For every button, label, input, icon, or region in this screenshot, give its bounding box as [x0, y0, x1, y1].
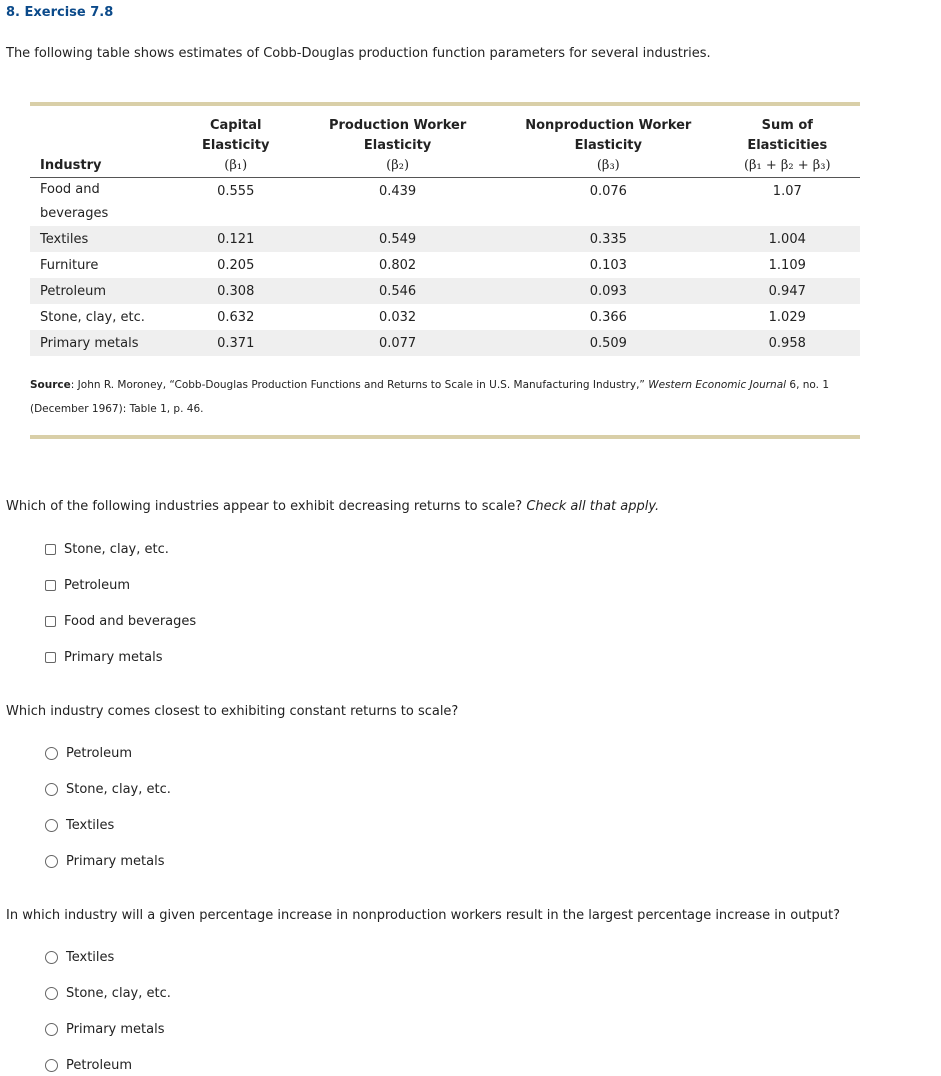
q2-option[interactable]	[45, 818, 114, 833]
header-sum-line1: Sum of	[761, 118, 813, 133]
capital-cell: 0.308	[178, 278, 293, 304]
header-production-symbol: (β₂)	[386, 158, 410, 173]
sum-cell: 0.958	[715, 330, 860, 356]
question-2: Which industry comes closest to exhibiting constant returns to scale?	[6, 704, 459, 719]
q1-option-label: Primary metals	[64, 650, 163, 665]
production-cell: 0.802	[378, 257, 417, 273]
checkbox-icon[interactable]	[45, 544, 56, 555]
industry-cell: Textiles	[30, 226, 178, 252]
nonproduction-cell: 0.076	[589, 184, 627, 199]
radio-icon[interactable]	[45, 987, 58, 1000]
table-bottom-rule	[30, 435, 860, 439]
sum-cell: 1.109	[768, 257, 806, 273]
radio-icon[interactable]	[45, 747, 58, 760]
intro-text: The following table shows estimates of Cobb-Douglas production function parameters for several industries.	[6, 46, 711, 61]
sum-cell: 1.004	[715, 226, 860, 252]
header-nonproduction-symbol: (β₃)	[596, 158, 620, 173]
q3-option[interactable]	[45, 1058, 132, 1073]
source-colon: :	[70, 379, 78, 391]
question-1-text: Which of the following industries appear to exhibit decreasing returns to scale?	[6, 499, 527, 514]
radio-icon[interactable]	[45, 1023, 58, 1036]
table-row	[30, 178, 860, 227]
industry-cell: Petroleum	[30, 278, 178, 304]
question-1	[6, 499, 659, 514]
nonproduction-cell: 0.509	[502, 330, 715, 356]
radio-icon[interactable]	[45, 855, 58, 868]
q2-option-label: Stone, clay, etc.	[66, 782, 171, 797]
elasticity-table	[30, 106, 860, 356]
question-3: In which industry will a given percentage increase in nonproduction workers result in the largest percentage increase in output?	[6, 908, 841, 923]
nonproduction-cell: 0.093	[502, 278, 715, 304]
source-journal: Western Economic Journal	[648, 379, 787, 391]
header-sum-line2: Elasticities	[747, 138, 828, 153]
question-1-hint: Check all that apply.	[526, 499, 660, 514]
table-row	[30, 226, 860, 252]
capital-cell: 0.121	[178, 226, 293, 252]
q3-option-label: Textiles	[66, 950, 115, 965]
q1-option[interactable]	[45, 614, 196, 629]
nonproduction-cell: 0.335	[502, 226, 715, 252]
sum-cell: 1.029	[768, 309, 806, 325]
q3-option[interactable]	[45, 950, 114, 965]
q1-option-label: Stone, clay, etc.	[64, 542, 169, 557]
checkbox-icon[interactable]	[45, 652, 56, 663]
header-industry: Industry	[30, 156, 178, 178]
source-text-2: 6, no. 1 (December 1967): Table 1, p. 46.	[30, 379, 830, 415]
source-text: John R. Moroney, “Cobb-Douglas Production Functions and Returns to Scale in U.S. Manufacturing Industry,”	[77, 379, 649, 391]
header-production-line2: Elasticity	[363, 138, 432, 153]
header-production-line1: Production Worker	[328, 118, 467, 133]
checkbox-icon[interactable]	[45, 580, 56, 591]
capital-cell: 0.632	[217, 309, 255, 325]
q1-option-label: Food and beverages	[64, 614, 197, 629]
q3-option[interactable]	[45, 1022, 164, 1037]
q3-option-label: Stone, clay, etc.	[66, 986, 171, 1001]
table-row	[30, 330, 860, 356]
production-cell: 0.546	[293, 278, 502, 304]
q3-option-label: Primary metals	[66, 1022, 165, 1037]
production-cell: 0.032	[378, 309, 417, 325]
header-nonproduction-line1: Nonproduction Worker	[525, 118, 692, 133]
exercise-title: 8. Exercise 7.8	[6, 5, 114, 20]
table-row	[30, 304, 860, 330]
industry-cell-line2: beverages	[40, 206, 109, 221]
table-row	[30, 252, 860, 278]
capital-cell: 0.371	[178, 330, 293, 356]
industry-cell	[30, 178, 178, 227]
nonproduction-cell: 0.103	[589, 257, 627, 273]
header-capital-line2: Elasticity	[202, 138, 270, 153]
q1-option[interactable]	[45, 542, 169, 557]
table-row	[30, 278, 860, 304]
industry-cell-line1: Food and	[40, 182, 100, 197]
industry-cell: Furniture	[40, 257, 99, 273]
radio-icon[interactable]	[45, 819, 58, 832]
header-capital-line1: Capital	[209, 118, 262, 133]
radio-icon[interactable]	[45, 951, 58, 964]
table-source-note	[30, 373, 830, 421]
capital-cell: 0.555	[217, 184, 255, 199]
industry-cell: Stone, clay, etc.	[40, 309, 145, 325]
q2-option-label: Textiles	[66, 818, 115, 833]
nonproduction-cell: 0.366	[589, 309, 627, 325]
production-cell: 0.077	[293, 330, 502, 356]
source-label: Source	[30, 379, 71, 391]
q1-option[interactable]	[45, 578, 130, 593]
production-cell: 0.439	[378, 184, 417, 199]
q2-option[interactable]	[45, 782, 171, 797]
production-cell: 0.549	[293, 226, 502, 252]
sum-cell: 0.947	[715, 278, 860, 304]
sum-cell: 1.07	[772, 184, 802, 199]
radio-icon[interactable]	[45, 1059, 58, 1072]
header-sum-symbol: (β₁ + β₂ + β₃)	[743, 158, 831, 173]
q2-option[interactable]	[45, 854, 164, 869]
header-capital-symbol: (β₁)	[224, 158, 248, 173]
q2-option-label: Primary metals	[66, 854, 165, 869]
q1-option[interactable]	[45, 650, 162, 665]
q2-option-label: Petroleum	[66, 746, 132, 761]
elasticity-table-container	[30, 102, 860, 356]
capital-cell: 0.205	[217, 257, 255, 273]
radio-icon[interactable]	[45, 783, 58, 796]
industry-cell: Primary metals	[30, 330, 178, 356]
checkbox-icon[interactable]	[45, 616, 56, 627]
q1-option-label: Petroleum	[64, 578, 130, 593]
header-nonproduction-line2: Elasticity	[574, 138, 642, 153]
q3-option[interactable]	[45, 986, 171, 1001]
q2-option[interactable]	[45, 746, 132, 761]
q3-option-label: Petroleum	[66, 1058, 132, 1073]
